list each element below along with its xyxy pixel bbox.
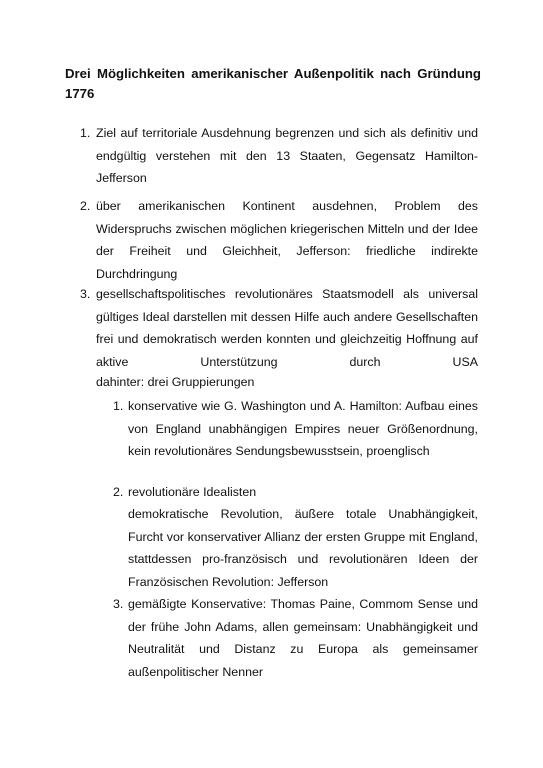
sub-item-2-text: demokratische Revolution, äußere totale Unabhängigkeit, Furcht vor konservativer Allianz der ersten Gruppe mit England, stattdessen pro-französisch und revolutionären Ideen der Französischen Revolution: Jefferson: [128, 507, 478, 589]
list-item-1: [80, 122, 478, 190]
sub-item-number: 3.: [113, 597, 124, 611]
sub-item-text: konservative wie G. Washington und A. Hamilton: Aufbau eines von England unabhängigen Empires neuer Größenordnung, kein revolutionäres Sendungsbewusstsein, proenglisch: [128, 399, 478, 458]
list-item-number: 1.: [80, 126, 91, 140]
sub-item-3: [113, 593, 478, 683]
list-item-number: 2.: [80, 199, 91, 213]
sub-item-number: 1.: [113, 399, 124, 413]
document-title: Drei Möglichkeiten amerikanischer Außenpolitik nach Gründung 1776: [65, 66, 481, 101]
list-item-number: 3.: [80, 287, 91, 301]
sub-item-1: [113, 395, 478, 463]
list-item-3: [80, 283, 478, 373]
list-item-text: Ziel auf territoriale Ausdehnung begrenzen und sich als definitiv und endgültig verstehen mit den 13 Staaten, Gegensatz Hamilton-Jefferson: [96, 126, 478, 185]
sub-item-2: [113, 481, 478, 504]
list-item-text: über amerikanischen Kontinent ausdehnen, Problem des Widerspruchs zwischen möglichen kriegerischen Mitteln und der Idee der Freiheit und Gleichheit, Jefferson: friedliche indirekte Durchdringung: [96, 199, 478, 281]
sub-item-text: gemäßigte Konservative: Thomas Paine, Commom Sense und der frühe John Adams, allen gemeinsam: Unabhängigkeit und Neutralität und Distanz zu Europa als gemeinsamer außenpolitischer Nenner: [128, 597, 478, 679]
sub-item-heading: revolutionäre Idealisten: [128, 485, 257, 499]
sub-item-number: 2.: [113, 485, 124, 499]
list-item-continuation: dahinter: drei Gruppierungen: [96, 375, 255, 389]
list-item-2: [80, 195, 478, 285]
list-item-text: gesellschaftspolitisches revolutionäres Staatsmodell als universal gültiges Ideal darstellen mit dessen Hilfe auch andere Gesellschaften frei und demokratisch werden konnten und gleichzeitig Hoffnung auf aktive Unterstützung durch USA: [96, 287, 478, 369]
